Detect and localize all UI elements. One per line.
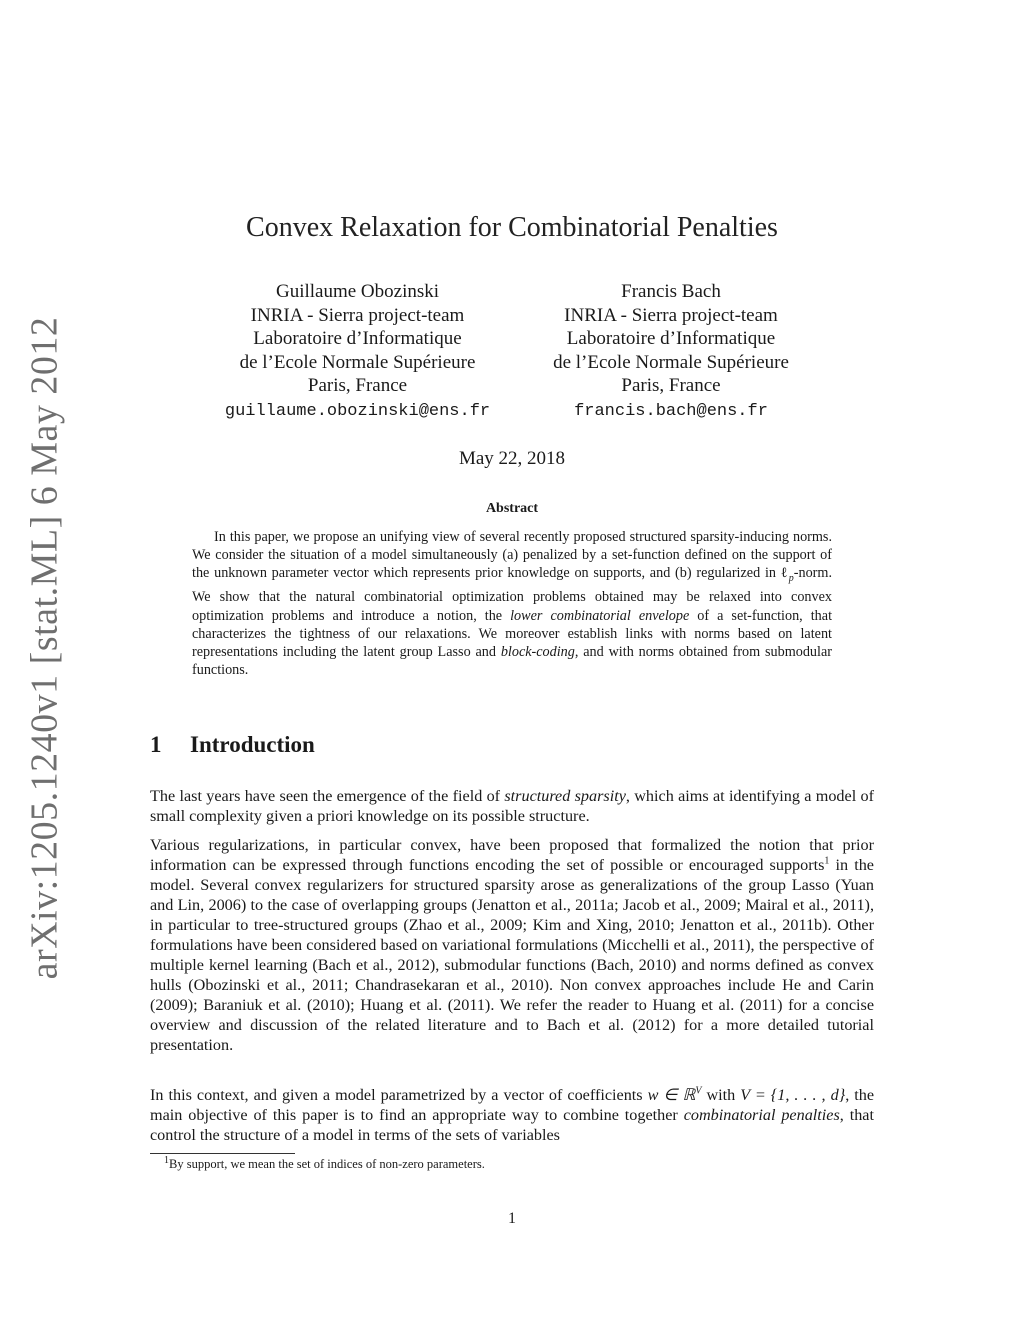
author-email: francis.bach@ens.fr (574, 401, 768, 421)
math-text: w ∈ ℝ (647, 1086, 696, 1104)
paragraph-text: The last years have seen the emergence of the field of (150, 787, 505, 805)
paragraph-text: , the main objective of this paper is to find an appropriate way to combine together (150, 1086, 875, 1124)
arxiv-stamp (14, 316, 74, 980)
author-name: Guillaume Obozinski (275, 281, 440, 302)
emphasized-term: structured sparsity (504, 787, 626, 805)
author-affiliation-line: de l’Ecole Normale Supérieure (553, 351, 789, 373)
paper-title: Convex Relaxation for Combinatorial Penalties (246, 212, 778, 243)
paragraph-text: Various regularizations, in particular convex, have been proposed that formalized the notion that prior information can be expressed through functions encoding the set of possible or encouraged supports (150, 836, 874, 874)
emphasized-term: block-coding (500, 644, 575, 661)
footnote-marker: 1 (824, 855, 830, 867)
arxiv-identifier: arXiv:1205.1240v1 [stat.ML] 6 May 2012 (23, 316, 65, 980)
author-affiliation-line: INRIA - Sierra project-team (564, 304, 778, 326)
section-title: Introduction (190, 732, 315, 757)
paragraph-3 (150, 1085, 874, 1145)
author-affiliation-line: de l’Ecole Normale Supérieure (239, 351, 476, 373)
footnote-divider (150, 1153, 295, 1154)
author-affiliation-line: INRIA - Sierra project-team (250, 304, 465, 326)
section-number: 1 (150, 732, 162, 757)
footnote-text: By support, we mean the set of indices of non-zero parameters. (169, 1157, 485, 1171)
paragraph-text: , that control the structure of a model in terms of the sets of variables (150, 1106, 874, 1144)
paragraph-2 (150, 835, 874, 1055)
author-affiliation-line: Paris, France (621, 375, 721, 396)
abstract-text-part: In this paper, we propose an unifying view of several recently proposed structured sparsity-inducing norms. We consider the situation of a model simultaneously (a) penalized by a set-function defined on the support of the unknown parameter vector which represents prior knowledge on supports, and (b) regularized in ℓ (192, 529, 832, 582)
abstract-heading: Abstract (485, 501, 539, 516)
section-heading (150, 732, 315, 758)
abstract-text (192, 528, 832, 679)
author-affiliation-line: Paris, France (307, 375, 408, 396)
author-affiliation-line: Laboratoire d’Informatique (253, 328, 462, 349)
paragraph-text: in the model. Several convex regularizers for structured sparsity arose as generalizations of the group Lasso (Yuan and Lin, 2006) to the case of overlapping groups (Jenatton et al., 2011a; Jacob et al., 2009; Mairal et al., 2011), in particular to tree-structured groups (Zhao et al., 2009; Kim and Xing, 2010; Jenatton et al., 2011b). Other formulations have been considered based on variational formulations (Micchelli et al., 2011), the perspective of multiple kernel learning (Bach et al., 2012), submodular functions (Bach, 2010) and norms defined as convex hulls (Obozinski et al., 2011; Chandrasekaran et al., 2010). Non convex approaches include He and Carin (2009); Baraniuk et al. (2010); Huang et al. (2011). We refer the reader to Huang et al. (2011) for a concise overview and discussion of the related literature and to Bach et al. (2012) for a more detailed tutorial presentation. (150, 856, 874, 1054)
author-email: guillaume.obozinski@ens.fr (224, 401, 491, 421)
footnote-mark: 1 (164, 1154, 169, 1166)
abstract-text-part: of a set-function, that characterizes the tightness of our relaxations. We moreover establish links with norms based on latent representations including the latent group Lasso and (192, 607, 833, 661)
author-block-2 (520, 280, 822, 423)
paragraph-text: , which aims at identifying a model of small complexity given a priori knowledge on its possible structure. (150, 787, 874, 825)
emphasized-term: lower combinatorial envelope (510, 607, 690, 624)
author-name: Francis Bach (621, 281, 721, 302)
author-block-1 (205, 280, 510, 423)
author-affiliation-line: Laboratoire d’Informatique (566, 328, 776, 349)
paragraph-text: with (701, 1086, 741, 1104)
page-number: 1 (508, 1210, 516, 1227)
math-superscript: V (695, 1085, 702, 1097)
emphasized-term: combinatorial penalties (683, 1106, 840, 1124)
math-expression (648, 1086, 702, 1104)
abstract-text-part: , and with norms obtained from submodular functions. (192, 644, 832, 679)
paragraph-text: In this context, and given a model parametrized by a vector of coefficients (150, 1086, 648, 1104)
math-expression: V = {1, . . . , d} (740, 1086, 846, 1104)
footnote (164, 1154, 485, 1172)
paragraph-1 (150, 786, 874, 826)
paper-date: May 22, 2018 (458, 448, 566, 469)
math-subscript: p (788, 573, 794, 585)
abstract-text-part: -norm. We show that the natural combinatorial optimization problems obtained may be relaxed into convex optimization problems and introduce a notion, the (192, 565, 832, 624)
